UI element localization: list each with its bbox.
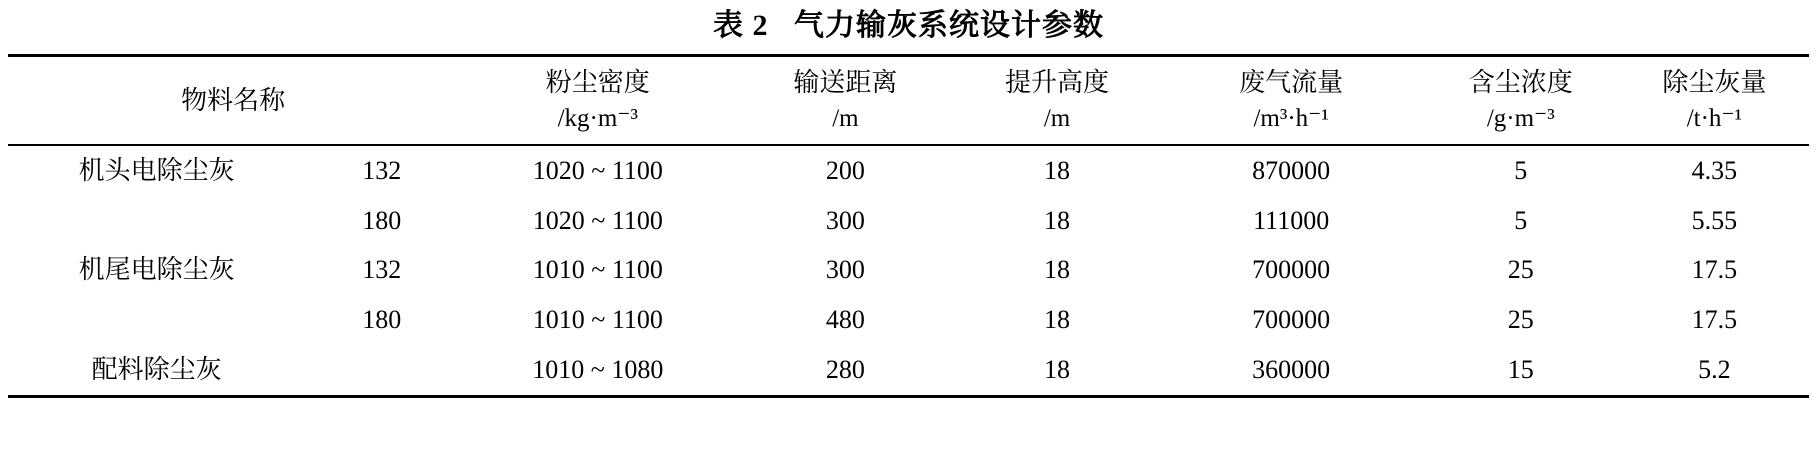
column-header-lift-height: 提升高度 /m [1005,68,1110,133]
cell-dust-concentration: 5 [1514,155,1528,185]
table-row [8,196,1809,246]
table-row [8,295,1809,345]
cell-dust-concentration: 25 [1507,255,1534,285]
cell-dust-density: 1010 ~ 1080 [532,355,664,385]
cell-material-name [8,196,305,246]
cell-dust-concentration: 5 [1514,205,1528,235]
cell-ash-quantity: 17.5 [1691,255,1738,285]
table-row [8,345,1809,396]
cell-lift-height: 18 [1044,255,1071,285]
cell-material-name: 配料除尘灰 [91,355,222,385]
cell-material-sub: 180 [362,205,402,235]
cell-conveying-distance: 200 [825,155,865,185]
cell-material-name [8,295,305,345]
cell-dust-density: 1020 ~ 1100 [532,205,663,235]
cell-ash-quantity: 5.2 [1698,355,1731,385]
cell-dust-concentration: 15 [1507,355,1534,385]
cell-ash-quantity: 17.5 [1691,305,1738,335]
cell-conveying-distance: 300 [825,255,865,285]
cell-exhaust-flow: 700000 [1252,255,1331,285]
cell-material-name: 机尾电除尘灰 [78,255,235,285]
cell-conveying-distance: 480 [825,305,865,335]
column-header-dust-concentration: 含尘浓度 /g·m⁻³ [1468,68,1573,133]
column-header-ash-quantity: 除尘灰量 /t·h⁻¹ [1662,68,1767,133]
cell-lift-height: 18 [1044,305,1071,335]
cell-dust-density: 1010 ~ 1100 [532,255,663,285]
cell-material-sub: 180 [362,305,402,335]
cell-material-sub [305,345,458,396]
cell-material-sub: 132 [362,255,402,285]
cell-lift-height: 18 [1044,205,1071,235]
table-row [8,245,1809,295]
cell-lift-height: 18 [1044,155,1071,185]
column-header-conveying-distance: 输送距离 /m [793,68,898,133]
cell-dust-concentration: 25 [1507,305,1534,335]
cell-ash-quantity: 5.55 [1691,205,1738,235]
cell-conveying-distance: 280 [825,355,865,385]
table-body [8,145,1809,396]
column-header-dust-density: 粉尘密度 /kg·m⁻³ [545,68,650,133]
cell-lift-height: 18 [1044,355,1071,385]
table-row [8,145,1809,196]
cell-ash-quantity: 4.35 [1691,155,1738,185]
cell-material-sub: 132 [362,155,402,185]
cell-exhaust-flow: 870000 [1252,155,1331,185]
column-header-material: 物料名称 [181,85,286,115]
table-caption: 表 2 气力输灰系统设计参数 [713,9,1104,42]
cell-dust-density: 1020 ~ 1100 [532,155,663,185]
cell-exhaust-flow: 360000 [1252,355,1331,385]
design-parameters-table [8,54,1809,398]
table-header [8,56,1809,145]
cell-conveying-distance: 300 [825,205,865,235]
column-header-exhaust-flow: 废气流量 /m³·h⁻¹ [1239,68,1344,133]
cell-dust-density: 1010 ~ 1100 [532,305,663,335]
cell-exhaust-flow: 111000 [1253,205,1330,235]
cell-material-name: 机头电除尘灰 [78,155,235,185]
cell-exhaust-flow: 700000 [1252,305,1331,335]
